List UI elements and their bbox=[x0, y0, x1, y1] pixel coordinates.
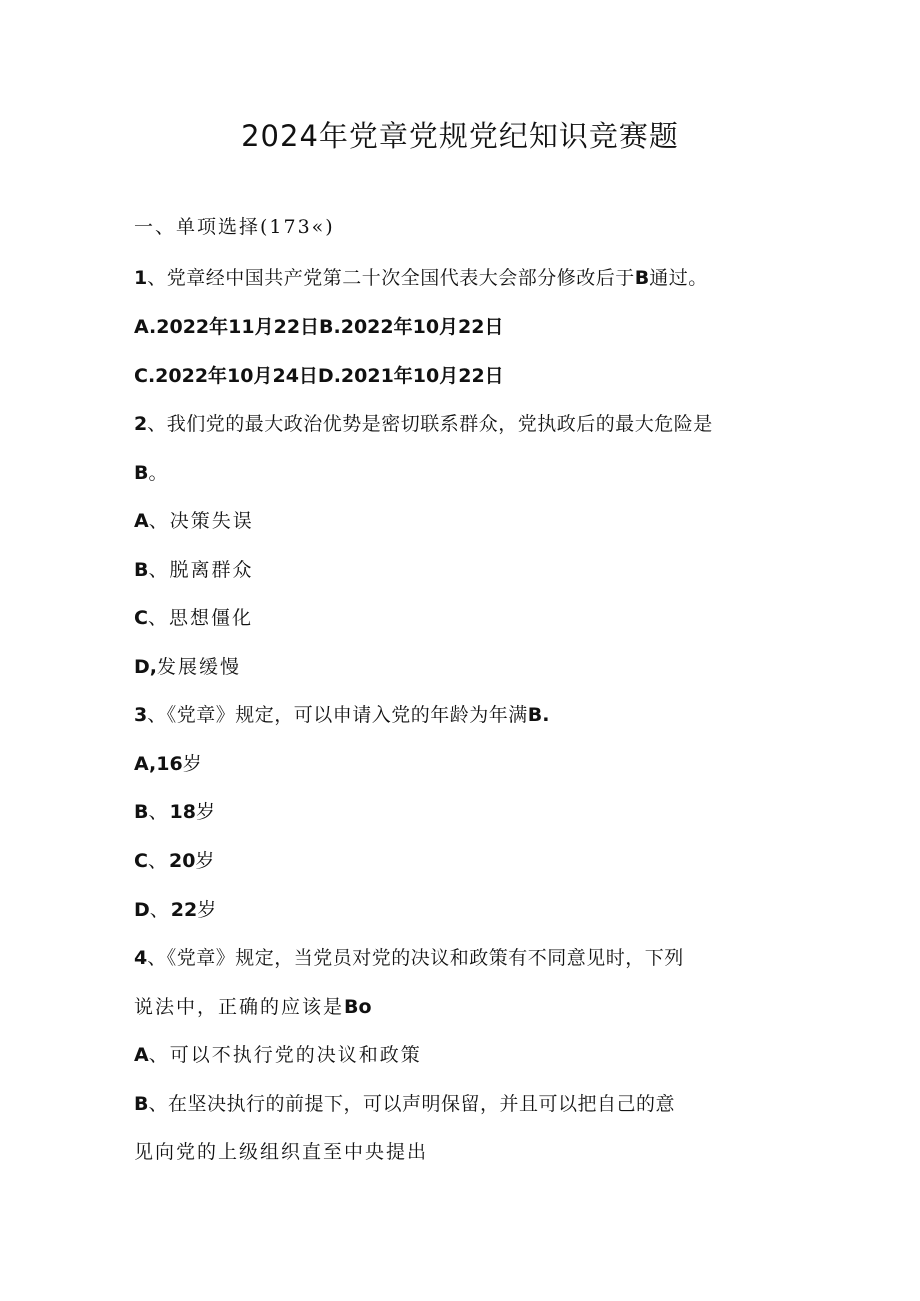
option-sep: 、 bbox=[148, 510, 170, 532]
option-text: 岁 bbox=[195, 850, 217, 872]
option-letter: A bbox=[134, 1044, 149, 1066]
question-text: 、《党章》规定，当党员对党的决议和政策有不同意见时，下列 bbox=[147, 947, 684, 969]
options-row bbox=[134, 312, 504, 342]
option-letter: B bbox=[134, 801, 149, 823]
option-sep: 、 bbox=[148, 559, 170, 581]
option-sep: 、 bbox=[148, 1093, 168, 1115]
option-letter: C bbox=[134, 607, 148, 629]
option-value: 18 bbox=[169, 801, 196, 823]
option-text: 决策失误 bbox=[169, 510, 254, 532]
question-number: 2 bbox=[134, 413, 148, 435]
option-text: 可以不执行党的决议和政策 bbox=[169, 1044, 422, 1066]
answer-mark: B bbox=[634, 267, 650, 289]
question-3 bbox=[134, 700, 549, 730]
option-c bbox=[134, 846, 216, 876]
option-d bbox=[134, 895, 218, 925]
option-value: 22 bbox=[170, 899, 198, 921]
option-b bbox=[134, 1089, 675, 1119]
question-4 bbox=[134, 943, 684, 973]
option-text: 在坚决执行的前提下，可以声明保留，并且可以把自己的意 bbox=[168, 1093, 676, 1115]
option-sep: 、 bbox=[147, 607, 169, 629]
option-letter: A,16 bbox=[134, 753, 183, 775]
option-sep: 、 bbox=[149, 899, 171, 921]
answer-mark: B bbox=[134, 462, 149, 484]
question-text: 、我们党的最大政治优势是密切联系群众，党执政后的最大危险是 bbox=[147, 413, 713, 435]
option-letter: C bbox=[134, 850, 148, 872]
option-letter: A bbox=[134, 510, 149, 532]
option-text: 岁 bbox=[195, 801, 217, 823]
option-text: 见向党的上级组织直至中央提出 bbox=[134, 1141, 429, 1163]
question-2-cont bbox=[134, 458, 170, 488]
options-row bbox=[134, 361, 504, 391]
question-text-end: 通过。 bbox=[649, 267, 708, 289]
question-1 bbox=[134, 263, 708, 293]
option-a bbox=[134, 506, 254, 536]
option-letter: D bbox=[134, 899, 150, 921]
option-a bbox=[134, 1040, 422, 1070]
option-letter: B bbox=[134, 559, 149, 581]
option-text: 脱离群众 bbox=[169, 559, 254, 581]
question-number: 4 bbox=[134, 947, 148, 969]
option-c bbox=[134, 603, 253, 633]
option-value: 20 bbox=[168, 850, 196, 872]
question-text: 、党章经中国共产党第二十次全国代表大会部分修改后于 bbox=[147, 267, 635, 289]
answer-mark: B. bbox=[527, 704, 550, 726]
option-b bbox=[134, 555, 254, 585]
option-text: 岁 bbox=[197, 899, 219, 921]
option-row-text: C.2022年10月24日D.2021年10月22日 bbox=[134, 365, 504, 387]
option-b-cont bbox=[134, 1137, 428, 1167]
option-sep: 、 bbox=[148, 801, 170, 823]
option-d bbox=[134, 652, 241, 682]
question-number: 3 bbox=[134, 704, 148, 726]
option-letter: D, bbox=[134, 656, 157, 678]
question-text-end: 。 bbox=[148, 462, 170, 484]
option-sep: 、 bbox=[147, 850, 169, 872]
option-text: 思想僵化 bbox=[168, 607, 253, 629]
answer-mark: Bo bbox=[344, 996, 372, 1018]
section-heading: 一、单项选择(173«) bbox=[134, 216, 335, 238]
option-sep: 、 bbox=[148, 1044, 170, 1066]
question-2 bbox=[134, 409, 713, 439]
page-title: 2024年党章党规党纪知识竞赛题 bbox=[241, 119, 679, 153]
question-number: 1 bbox=[134, 267, 148, 289]
option-b bbox=[134, 797, 217, 827]
question-text: 、《党章》规定，可以申请入党的年龄为年满 bbox=[147, 704, 528, 726]
option-text: 岁 bbox=[182, 753, 204, 775]
question-text: 说法中，正确的应该是 bbox=[134, 996, 345, 1018]
option-text: 发展缓慢 bbox=[157, 656, 242, 678]
option-row-text: A.2022年11月22日B.2022年10月22日 bbox=[134, 316, 504, 338]
option-a bbox=[134, 749, 204, 779]
question-4-cont bbox=[134, 992, 372, 1022]
option-letter: B bbox=[134, 1093, 149, 1115]
